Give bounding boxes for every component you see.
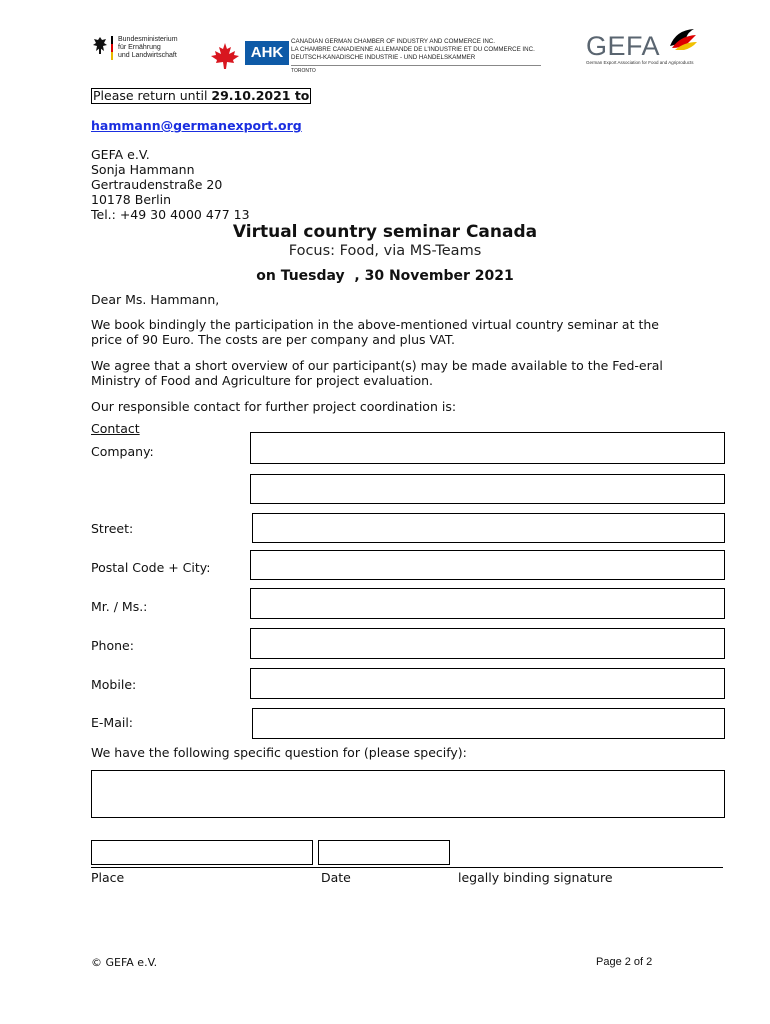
return-notice [91,88,311,104]
return-notice-prefix: Please return until [93,88,212,103]
email-link[interactable]: hammann@germanexport.org [91,118,302,133]
address-line: GEFA e.V. [91,147,150,162]
question-prompt: We have the following specific question for (please specify): [91,745,467,760]
company-field[interactable] [250,432,725,464]
ministry-line-1: Bundesministerium [118,36,178,43]
postal-city-field[interactable] [250,550,725,580]
ahk-line-1: CANADIAN GERMAN CHAMBER OF INDUSTRY AND COMMERCE INC. [291,38,495,45]
salutation-field[interactable] [250,588,725,619]
gefa-logo [586,24,706,68]
seminar-date: on Tuesday , 30 November 2021 [256,268,514,284]
postal-city-label: Postal Code + City: [91,560,211,575]
company-field-line-2[interactable] [250,474,725,504]
company-label: Company: [91,444,154,459]
street-label: Street: [91,521,134,536]
address-line: Gertraudenstraße 20 [91,177,223,192]
question-field[interactable] [91,770,725,818]
phone-label: Phone: [91,638,134,653]
return-notice-date: 29.10.2021 to [211,88,310,103]
booking-paragraph: We book bindingly the participation in the above-mentioned virtual country seminar at the price of 90 Euro. The costs are per company and plus VAT. [91,317,659,347]
footer-copyright: © GEFA e.V. [91,956,158,969]
footer-page-number: Page 2 of 2 [596,956,653,968]
address-block [91,147,250,222]
signature-line [91,867,723,868]
mobile-field[interactable] [250,668,725,699]
ahk-badge: AHK [245,41,289,65]
mobile-label: Mobile: [91,677,137,692]
page-title: Virtual country seminar Canada [232,222,538,242]
ahk-logo [207,38,542,74]
date-label: Date [321,870,351,885]
page-subtitle: Focus: Food, via MS-Teams [288,243,482,259]
ministry-name [118,36,178,60]
ahk-chamber-names [291,38,535,62]
ministry-logo [92,36,192,64]
ahk-city: TORONTO [291,68,316,74]
consent-paragraph: We agree that a short overview of our participant(s) may be made available to the Fed-eral Ministry of Food and Agriculture for project evaluation. [91,358,663,388]
phone-field[interactable] [250,628,725,659]
salutation: Dear Ms. Hammann, [91,292,220,307]
address-line: Sonja Hammann [91,162,195,177]
email-field[interactable] [252,708,725,739]
ministry-line-3: und Landwirtschaft [118,52,177,59]
place-label: Place [91,870,125,885]
salutation-field-label: Mr. / Ms.: [91,599,148,614]
place-field[interactable] [91,840,313,865]
contact-heading: Contact [91,421,140,436]
federal-eagle-icon [92,36,108,56]
street-field[interactable] [252,513,725,543]
flag-bar [111,36,113,60]
gefa-tagline: German Export Association for Food and Agriproducts [586,60,694,65]
ahk-line-3: DEUTSCH-KANADISCHE INDUSTRIE - UND HANDELSKAMMER [291,54,476,61]
address-line: Tel.: +49 30 4000 477 13 [91,207,250,222]
ahk-rule [291,65,541,66]
date-field[interactable] [318,840,450,865]
maple-leaf-icon [207,41,243,71]
email-label: E-Mail: [91,715,134,730]
gefa-wordmark: GEFA [586,31,661,61]
contact-intro: Our responsible contact for further project coordination is: [91,399,457,414]
ministry-line-2: für Ernährung [118,44,161,51]
address-line: 10178 Berlin [91,192,172,207]
ahk-line-2: LA CHAMBRE CANADIENNE ALLEMANDE DE L'INDUSTRIE ET DU COMMERCE INC. [291,46,535,53]
german-flag-swoosh-icon [666,26,698,52]
signature-label: legally binding signature [458,870,613,885]
